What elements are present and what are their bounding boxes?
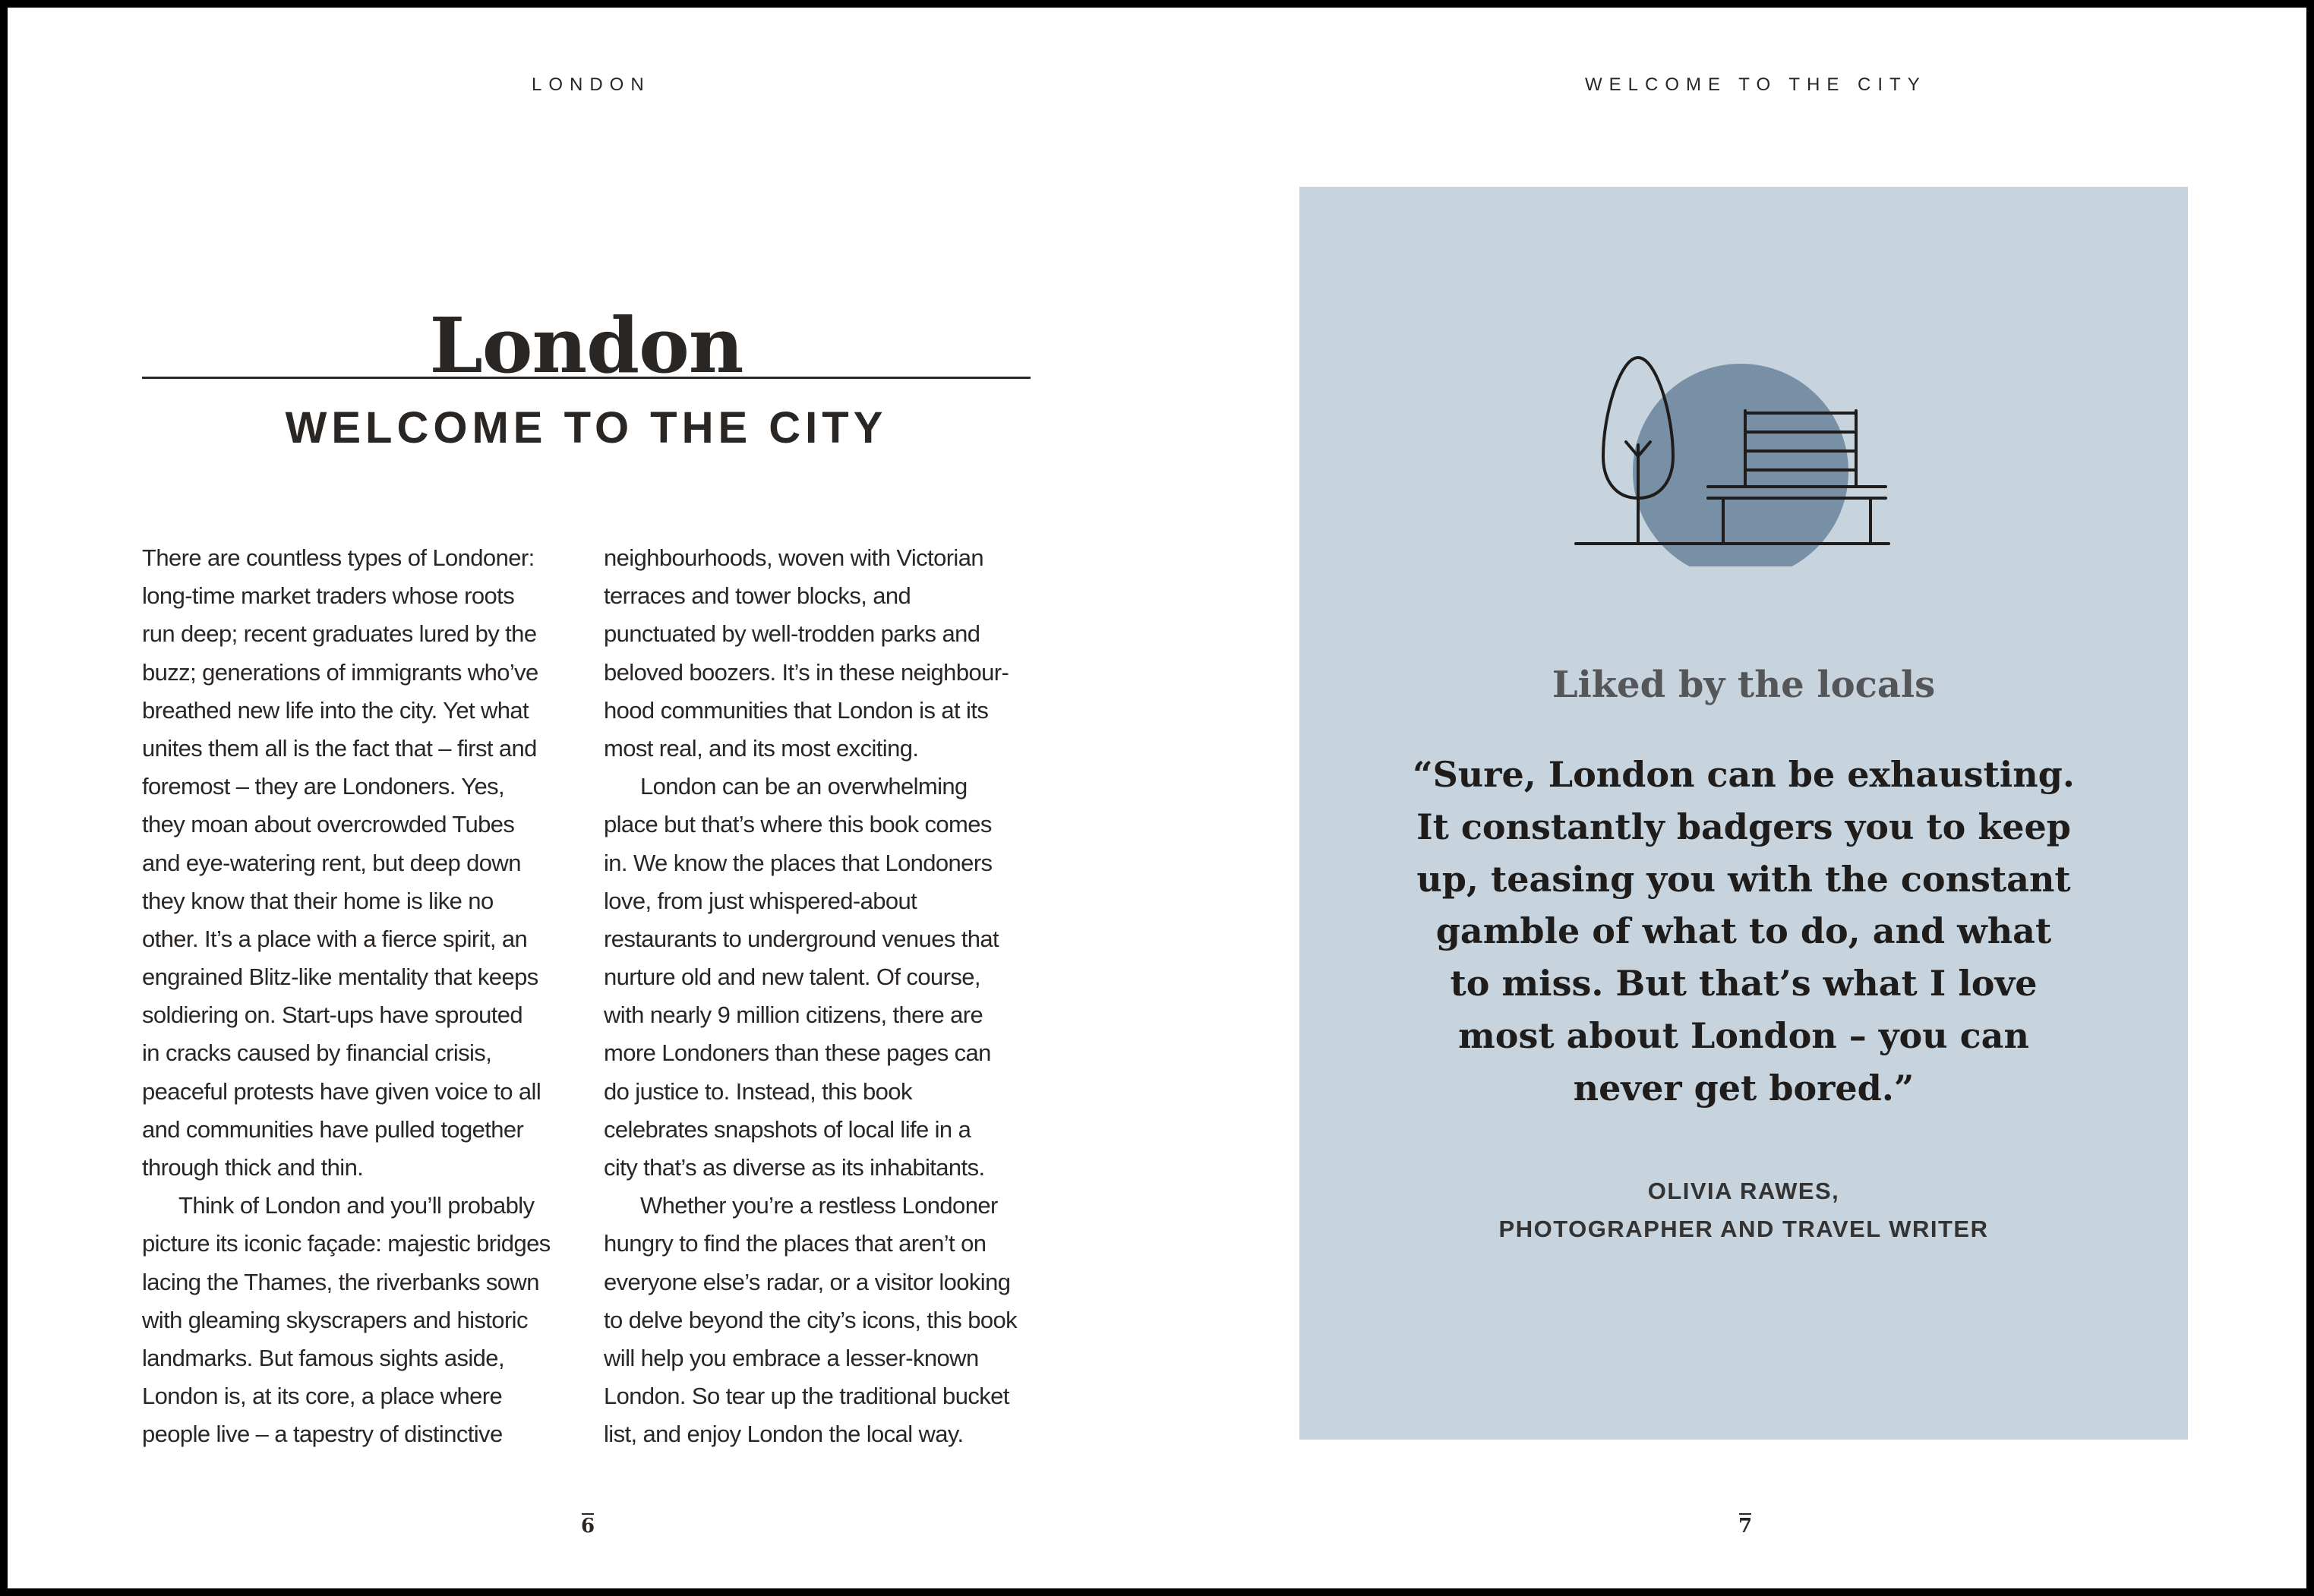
- body-column-2: [604, 539, 1017, 1454]
- body-text-line: hood communities that London is at its: [604, 696, 989, 724]
- body-text-line: engrained Blitz-like mentality that keeps: [142, 964, 538, 991]
- body-text-line: through thick and thin.: [142, 1154, 364, 1181]
- sidebar-heading: Liked by the locals: [1552, 664, 1936, 706]
- body-text-line: they know that their home is like no: [142, 887, 494, 914]
- body-text-line: do justice to. Instead, this book: [604, 1077, 912, 1105]
- body-text-line: with gleaming skyscrapers and historic: [142, 1306, 528, 1333]
- page-number-right: 7: [1738, 1515, 1753, 1538]
- page-number-left: 6: [581, 1515, 595, 1538]
- body-text-line: London can be an overwhelming: [640, 773, 968, 800]
- body-text-line: soldiering on. Start-ups have sprouted: [142, 1001, 523, 1029]
- body-text-line: landmarks. But famous sights aside,: [142, 1344, 504, 1371]
- body-text-line: long-time market traders whose roots: [142, 582, 515, 610]
- running-head-left: LONDON: [532, 74, 651, 95]
- body-text-line: list, and enjoy London the local way.: [604, 1421, 964, 1448]
- body-text-line: peaceful protests have given voice to all: [142, 1077, 541, 1105]
- running-head-right: WELCOME TO THE CITY: [1585, 74, 1927, 95]
- quote-line: never get bored.”: [1573, 1067, 1915, 1109]
- body-text-line: beloved boozers. It’s in these neighbour-: [604, 658, 1009, 686]
- body-text-line: picture its iconic façade: majestic bridges: [142, 1230, 551, 1257]
- body-text-line: nurture old and new talent. Of course,: [604, 964, 980, 991]
- body-text-line: love, from just whispered-about: [604, 887, 917, 914]
- body-text-line: London is, at its core, a place where: [142, 1383, 503, 1410]
- body-text-line: punctuated by well-trodden parks and: [604, 620, 980, 648]
- body-text-line: more Londoners than these pages can: [604, 1039, 991, 1067]
- quote-line: “Sure, London can be exhausting.: [1413, 754, 2075, 795]
- page-subtitle: WELCOME TO THE CITY: [285, 403, 888, 453]
- body-column-1: [142, 539, 551, 1454]
- body-text-line: everyone else’s radar, or a visitor looking: [604, 1268, 1011, 1295]
- body-text-line: breathed new life into the city. Yet what: [142, 696, 529, 724]
- sidebar-panel: [1299, 187, 2188, 1440]
- body-text-line: other. It’s a place with a fierce spirit, an: [142, 925, 528, 952]
- body-text-line: with nearly 9 million citizens, there are: [604, 1001, 983, 1029]
- quote-line: most about London – you can: [1458, 1014, 2029, 1056]
- body-text-line: most real, and its most exciting.: [604, 734, 919, 762]
- body-text-line: terraces and tower blocks, and: [604, 582, 911, 610]
- body-text-line: buzz; generations of immigrants who’ve: [142, 658, 538, 686]
- body-text-line: and communities have pulled together: [142, 1115, 524, 1143]
- body-text-line: celebrates snapshots of local life in a: [604, 1115, 971, 1143]
- attribution-line: PHOTOGRAPHER AND TRAVEL WRITER: [1498, 1216, 1989, 1242]
- body-text-line: will help you embrace a lesser-known: [604, 1344, 979, 1371]
- body-text-line: to delve beyond the city’s icons, this book: [604, 1306, 1018, 1333]
- quote-line: gamble of what to do, and what: [1435, 910, 2052, 952]
- body-text-line: they moan about overcrowded Tubes: [142, 811, 515, 838]
- body-text-line: hungry to find the places that aren’t on: [604, 1230, 987, 1257]
- title-block: [142, 301, 1031, 390]
- body-text-line: run deep; recent graduates lured by the: [142, 620, 537, 648]
- body-text-line: and eye-watering rent, but deep down: [142, 849, 521, 876]
- body-text-line: restaurants to underground venues that: [604, 925, 999, 952]
- body-text-line: neighbourhoods, woven with Victorian: [604, 544, 983, 571]
- body-text-line: people live – a tapestry of distinctive: [142, 1421, 503, 1448]
- quote-line: to miss. But that’s what I love: [1450, 963, 2038, 1005]
- body-text-line: city that’s as diverse as its inhabitants.: [604, 1154, 985, 1181]
- local-quote: [1345, 749, 2142, 1115]
- body-text-line: London. So tear up the traditional bucket: [604, 1383, 1009, 1410]
- illustration-circle: [1633, 364, 1848, 566]
- quote-attribution: [1299, 1172, 2188, 1248]
- body-text-line: lacing the Thames, the riverbanks sown: [142, 1268, 539, 1295]
- page-title: London: [429, 301, 743, 390]
- body-text-line: There are countless types of Londoner:: [142, 544, 535, 571]
- body-text-line: in cracks caused by financial crisis,: [142, 1039, 492, 1067]
- quote-line: up, teasing you with the constant: [1416, 858, 2071, 900]
- body-text-line: unites them all is the fact that – first and: [142, 734, 537, 762]
- body-text-line: place but that’s where this book comes: [604, 811, 992, 838]
- park-bench-tree-icon: [1573, 316, 1915, 566]
- body-text-line: Think of London and you’ll probably: [178, 1192, 535, 1219]
- body-text-line: foremost – they are Londoners. Yes,: [142, 773, 505, 800]
- quote-line: It constantly badgers you to keep: [1416, 806, 2071, 847]
- body-text-line: Whether you’re a restless Londoner: [640, 1192, 998, 1219]
- body-text-line: in. We know the places that Londoners: [604, 849, 993, 876]
- attribution-line: OLIVIA RAWES,: [1647, 1178, 1840, 1204]
